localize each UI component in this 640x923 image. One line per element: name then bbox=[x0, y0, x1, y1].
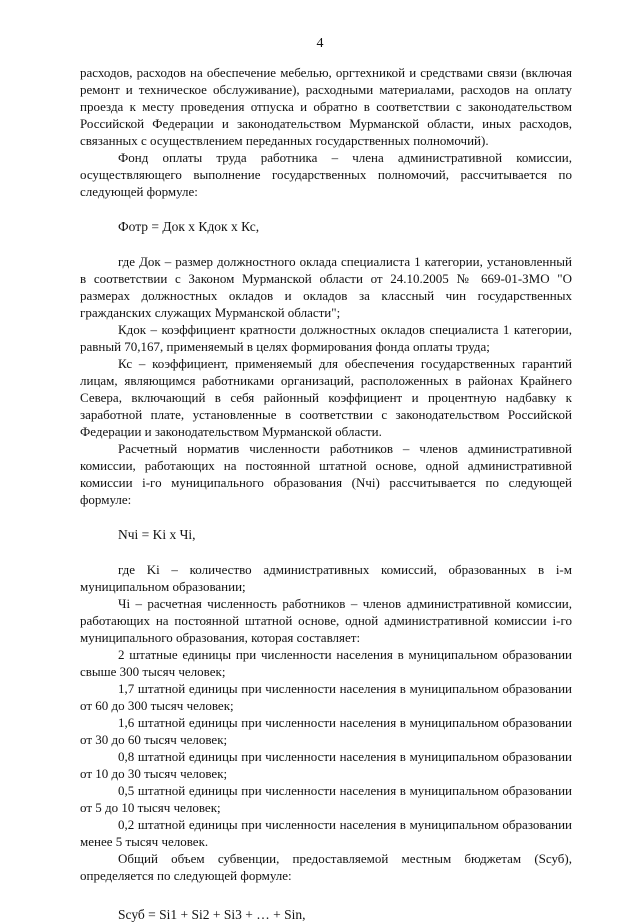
formula-payroll: Фотр = Док x Кдок x Кс, bbox=[118, 219, 260, 234]
paragraph-tier-under-5k: 0,2 штатной единицы при численности населения в муниципальном образовании менее 5 тысяч человек. bbox=[80, 817, 572, 849]
paragraph-ki-definition: где Ki – количество административных комиссий, образованных в i-м муниципальном образовании; bbox=[80, 562, 572, 594]
paragraph-tier-30-60k: 1,6 штатной единицы при численности населения в муниципальном образовании от 30 до 60 тысяч человек; bbox=[80, 715, 572, 747]
formula-subvention: Sсуб = Si1 + Si2 + Si3 + … + Sin, bbox=[118, 907, 306, 922]
paragraph-tier-60-300k: 1,7 штатной единицы при численности населения в муниципальном образовании от 60 до 300 тысяч человек; bbox=[80, 681, 572, 713]
paragraph-subvention: Общий объем субвенции, предоставляемой местным бюджетам (Sсуб), определяется по следующей формуле: bbox=[80, 851, 572, 883]
document-body bbox=[80, 64, 572, 923]
paragraph-dok-definition: где Док – размер должностного оклада специалиста 1 категории, установленный в соответствии с Законом Мурманской области от 24.10.2005 № 669-01-ЗМО "О размерах должностных окладов и окладов за классный чин государственных гражданских служащих Мурманской области"; bbox=[80, 254, 572, 320]
formula-staff-norm: Nчi = Ki x Чi, bbox=[118, 527, 196, 542]
paragraph-staff-norm: Расчетный норматив численности работников – членов административной комиссии, работающих на постоянной штатной основе, одной административной комиссии i-го муниципального образования (Nчi) рассчитывается по следующей формуле: bbox=[80, 441, 572, 507]
paragraph-chi-definition: Чi – расчетная численность работников – членов административной комиссии, работающих на постоянной штатной основе, одной административной комиссии i-го муниципального образования, которая составляет: bbox=[80, 596, 572, 645]
paragraph-payroll-fund: Фонд оплаты труда работника – члена административной комиссии, осуществляющего выполнение государственных полномочий, рассчитывается по следующей формуле: bbox=[80, 150, 572, 199]
paragraph-tier-5-10k: 0,5 штатной единицы при численности населения в муниципальном образовании от 5 до 10 тысяч человек; bbox=[80, 783, 572, 815]
paragraph-expenses: расходов, расходов на обеспечение мебелью, оргтехникой и средствами связи (включая ремонт и техническое обслуживание), расходными материалами, расходов на оплату проезда к месту проведения отпуска и обратно в соответствии с законодательством Российской Федерации и законодательством Мурманской области, иных расходов, связанных с осуществлением переданных государственных полномочий). bbox=[80, 65, 572, 148]
paragraph-tier-10-30k: 0,8 штатной единицы при численности населения в муниципальном образовании от 10 до 30 тысяч человек; bbox=[80, 749, 572, 781]
page-number: 4 bbox=[316, 36, 324, 51]
paragraph-kc-definition: Кс – коэффициент, применяемый для обеспечения государственных гарантий лицам, являющимся работниками организаций, расположенных в районах Крайнего Севера, включающий в себя районный коэффициент и процентную надбавку к заработной плате, установленные в соответствии с законодательством Российской Федерации и законодательством Мурманской области. bbox=[80, 356, 572, 439]
paragraph-tier-300k: 2 штатные единицы при численности населения в муниципальном образовании свыше 300 тысяч человек; bbox=[80, 647, 572, 679]
paragraph-kdok-definition: Кдок – коэффициент кратности должностных окладов специалиста 1 категории, равный 70,167, применяемый в целях формирования фонда оплаты труда; bbox=[80, 322, 572, 354]
